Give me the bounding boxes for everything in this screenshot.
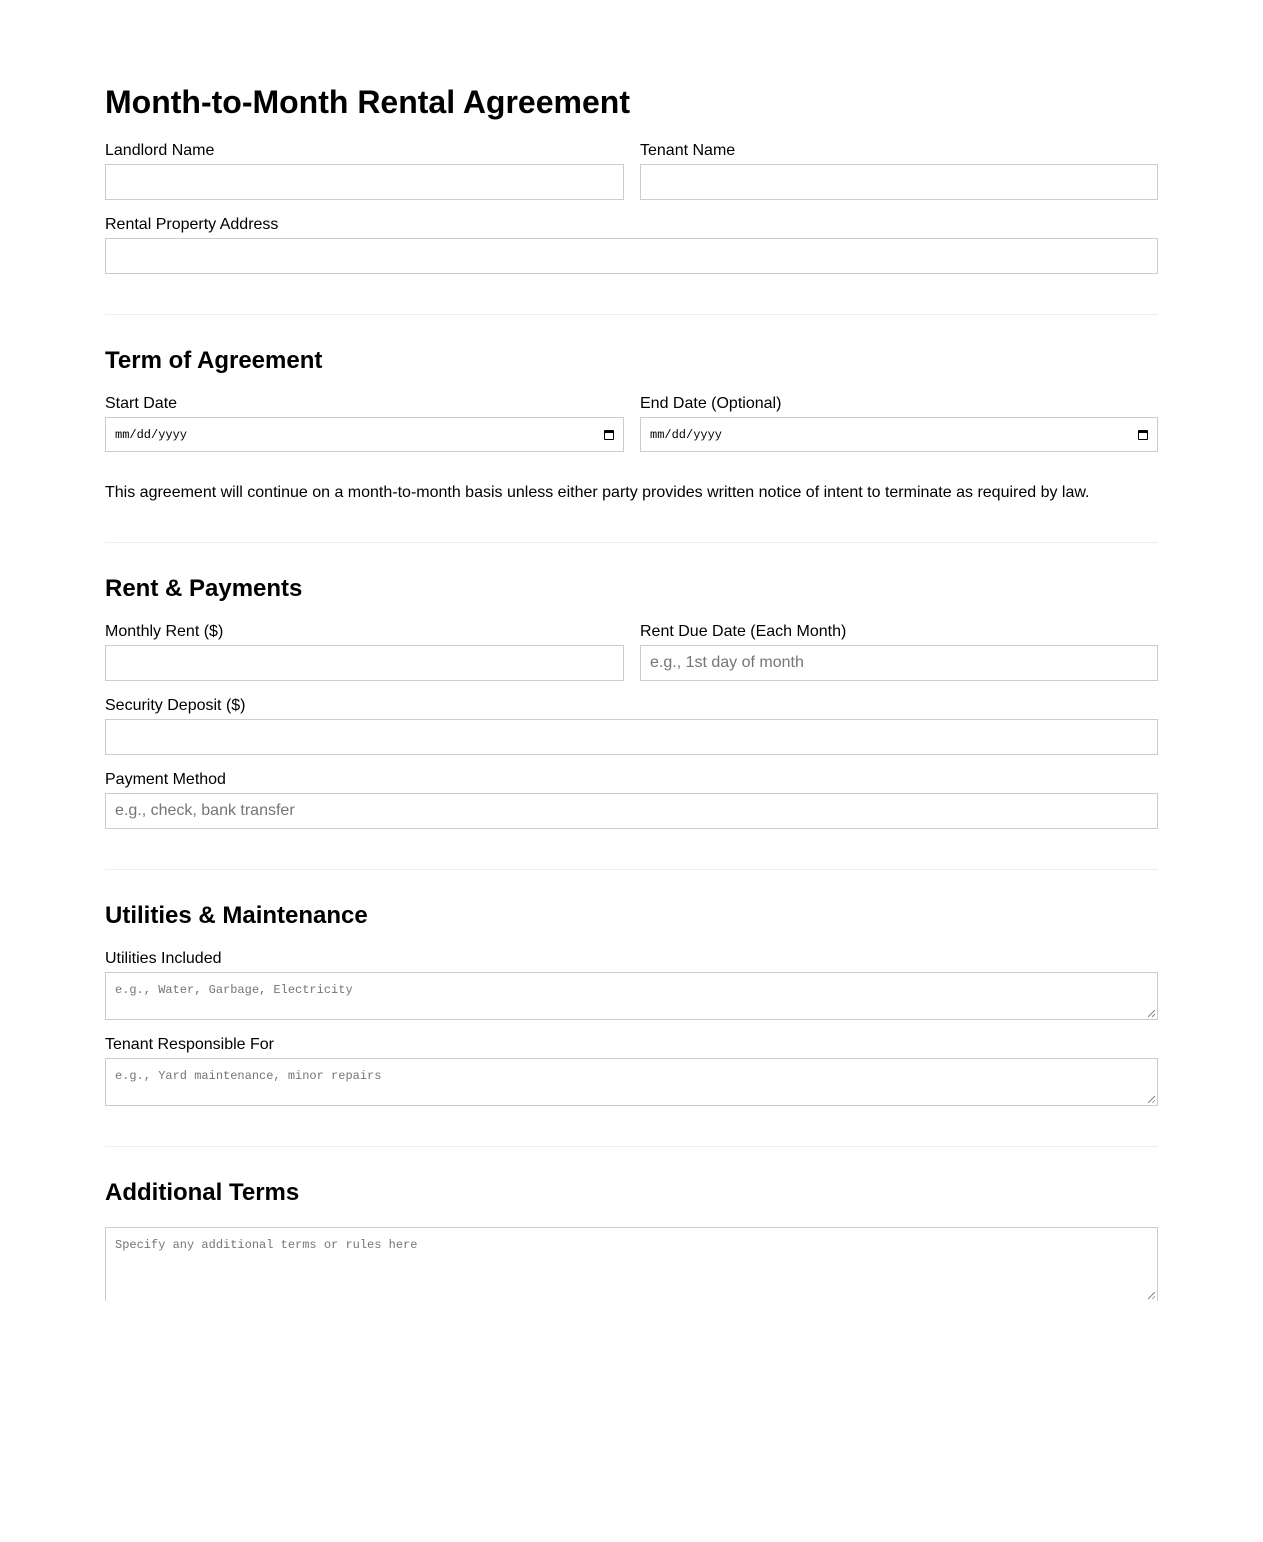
start-date-label: Start Date xyxy=(105,395,178,412)
calendar-icon[interactable] xyxy=(1138,430,1148,440)
address-input[interactable] xyxy=(105,238,1158,274)
address-label: Rental Property Address xyxy=(105,216,279,233)
term-heading: Term of Agreement xyxy=(105,347,323,374)
additional-terms-heading: Additional Terms xyxy=(105,1179,300,1206)
utilities-included-textarea[interactable] xyxy=(105,972,1158,1020)
rent-due-placeholder: e.g., 1st day of month xyxy=(650,654,804,671)
resize-handle-icon[interactable] xyxy=(1148,1096,1155,1103)
payment-method-placeholder: e.g., check, bank transfer xyxy=(115,802,295,819)
term-note: This agreement will continue on a month-to-month basis unless either party provides written notice of intent to terminate as required by law. xyxy=(105,484,1090,501)
start-date-input[interactable] xyxy=(105,417,624,452)
rent-due-input[interactable] xyxy=(640,645,1158,681)
monthly-rent-input[interactable] xyxy=(105,645,624,681)
rent-due-label: Rent Due Date (Each Month) xyxy=(640,623,847,640)
tenant-responsible-label: Tenant Responsible For xyxy=(105,1036,274,1053)
monthly-rent-label: Monthly Rent ($) xyxy=(105,623,224,640)
divider xyxy=(105,869,1158,870)
additional-terms-placeholder: Specify any additional terms or rules here xyxy=(115,1238,418,1252)
end-date-input[interactable] xyxy=(640,417,1158,452)
utilities-included-placeholder: e.g., Water, Garbage, Electricity xyxy=(115,983,353,997)
end-date-label: End Date (Optional) xyxy=(640,395,782,412)
additional-terms-clip xyxy=(105,1227,1158,1301)
divider xyxy=(105,1146,1158,1147)
payment-method-input[interactable] xyxy=(105,793,1158,829)
date-placeholder: mm/dd/yyyy xyxy=(115,427,188,442)
payment-method-label: Payment Method xyxy=(105,771,226,788)
security-deposit-label: Security Deposit ($) xyxy=(105,697,246,714)
tenant-responsible-placeholder: e.g., Yard maintenance, minor repairs xyxy=(115,1069,382,1083)
page-title: Month-to-Month Rental Agreement xyxy=(105,84,630,120)
additional-terms-textarea[interactable] xyxy=(105,1227,1158,1301)
security-deposit-input[interactable] xyxy=(105,719,1158,755)
resize-handle-icon[interactable] xyxy=(1148,1292,1155,1299)
calendar-icon[interactable] xyxy=(604,430,614,440)
divider xyxy=(105,542,1158,543)
utilities-included-label: Utilities Included xyxy=(105,950,222,967)
landlord-name-input[interactable] xyxy=(105,164,624,200)
utilities-heading: Utilities & Maintenance xyxy=(105,902,368,929)
resize-handle-icon[interactable] xyxy=(1148,1010,1155,1017)
rent-heading: Rent & Payments xyxy=(105,575,303,602)
tenant-name-label: Tenant Name xyxy=(640,142,736,159)
date-placeholder: mm/dd/yyyy xyxy=(650,427,723,442)
tenant-name-input[interactable] xyxy=(640,164,1158,200)
tenant-responsible-textarea[interactable] xyxy=(105,1058,1158,1106)
divider xyxy=(105,314,1158,315)
landlord-name-label: Landlord Name xyxy=(105,142,215,159)
